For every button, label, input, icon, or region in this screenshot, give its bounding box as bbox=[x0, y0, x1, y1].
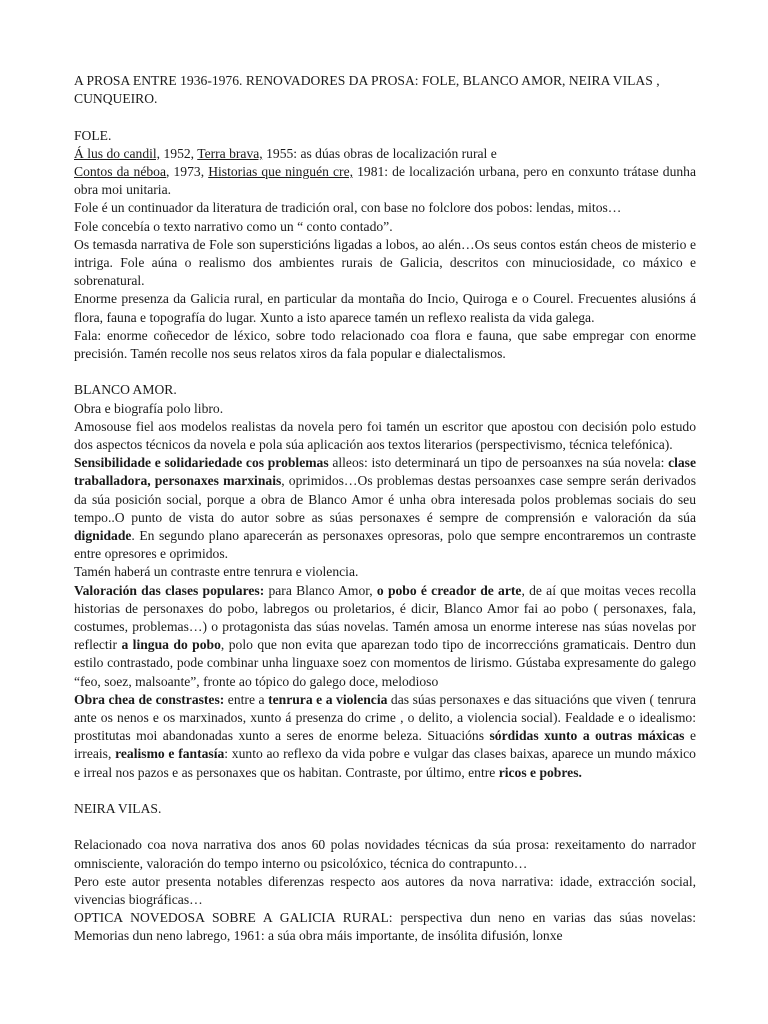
fole-works-rural: Á lus do candil, 1952, Terra brava, 1955: as dúas obras de localización rural e bbox=[74, 145, 497, 161]
bold-phrase: sórdidas xunto a outras máxicas bbox=[489, 728, 685, 744]
bold-phrase: Sensibilidade e solidariedade cos problemas bbox=[74, 455, 329, 471]
bold-phrase: tenrura e a violencia bbox=[268, 691, 388, 707]
bold-phrase: Valoración das clases populares: bbox=[74, 582, 265, 598]
section-heading-blanco-amor: BLANCO AMOR. bbox=[74, 382, 177, 398]
paragraph: Pero este autor presenta notables diferenzas respecto aos autores da nova narrativa: idade, extracción social, vivencias biográficas… bbox=[74, 873, 696, 908]
paragraph: Obra e biografía polo libro. bbox=[74, 400, 224, 416]
section-heading-fole: FOLE. bbox=[74, 127, 112, 143]
paragraph: Os temasda narrativa de Fole son supersticións ligadas a lobos, ao alén…Os seus contos están cheos de misterio e intriga. Fole aúna o realismo dos ambientes rurais de Galicia, descritos con minuciosidade, co máxico e sobrenatural. bbox=[74, 236, 696, 289]
paragraph: Enorme presenza da Galicia rural, en particular da montaña do Incio, Quiroga e o Courel. Frecuentes alusións á flora, fauna e topografía do lugar. Xunto a isto aparece tamén un reflexo realista da vida galega. bbox=[74, 291, 696, 325]
book-title: Terra brava, bbox=[197, 145, 263, 161]
book-title: Á lus do candil, bbox=[74, 145, 161, 161]
section-heading-neira-vilas: NEIRA VILAS. bbox=[74, 801, 162, 817]
bold-phrase: o pobo é creador de arte bbox=[376, 582, 522, 598]
bold-phrase: clase traballadora, personaxes marxinais bbox=[74, 455, 696, 489]
paragraph: Fole é un continuador da literatura de tradición oral, con base no folclore dos pobos: lendas, mitos… bbox=[74, 200, 622, 216]
bold-phrase: a lingua do pobo bbox=[121, 637, 221, 653]
spacer bbox=[74, 363, 696, 381]
book-title: Contos da néboa bbox=[74, 164, 167, 179]
spacer bbox=[74, 108, 696, 126]
book-title: Historias que ninguén cre, bbox=[208, 164, 353, 179]
paragraph: Fala: enorme coñecedor de léxico, sobre todo relacionado coa flora e fauna, que sabe empregar con enorme precisión. Tamén recolle nos seus relatos xiros da fala popular e dialectalismos. bbox=[74, 327, 696, 362]
paragraph: Sensibilidade e solidariedade cos problemas alleos: isto determinará un tipo de persoanxes na súa novela: clase traballadora, personaxes marxinais, oprimidos…Os problemas destas persoanxes case sempre serán derivados da súa posición social, porque a obra de Blanco Amor é unha obra interesada polos problemas sociais do seu tempo..O punto de vista do autor sobre as súas personaxes é sempre de comprensión e valoración da súa dignidade. En segundo plano aparecerán as personaxes opresoras, polo que sempre encontraremos un contraste entre opresores e oprimidos. bbox=[74, 455, 696, 562]
paragraph: Relacionado coa nova narrativa dos anos 60 polas novidades técnicas da súa prosa: rexeitamento do narrador omnisciente, valoración do tempo interno ou psicolóxico, técnica do contrapunto… bbox=[74, 837, 696, 871]
spacer bbox=[74, 782, 696, 800]
bold-phrase: Obra chea de constrastes: bbox=[74, 691, 225, 707]
paragraph: Valoración das clases populares: para Blanco Amor, o pobo é creador de arte, de aí que moitas veces recolla historias de personaxes do pobo, labregos ou proletarios, é dicir, Blanco Amor fai ao pobo ( personaxes, fala, costumes, problemas…) o protagonista das súas novelas. Tamén amosa un enorme interese nas súas novelas por reflectir a lingua do pobo, polo que non evita que aparezan todo tipo de incorreccións gramaticais. Dentro dun estilo contrastado, pode combinar unha linguaxe soez con momentos de lirismo. Gústaba expresamente do galego “feo, soez, malsoante”, fronte ao tópico do galego doce, melodioso bbox=[74, 582, 696, 689]
paragraph: OPTICA NOVEDOSA SOBRE A GALICIA RURAL: perspectiva dun neno en varias das súas novelas: Memorias dun neno labrego, 1961: a súa obra máis importante, de insólita difusión, lonxe bbox=[74, 910, 696, 944]
document-title: A PROSA ENTRE 1936-1976. RENOVADORES DA PROSA: FOLE, BLANCO AMOR, NEIRA VILAS , CUNQUEIRO. bbox=[74, 73, 660, 107]
paragraph: Amosouse fiel aos modelos realistas da novela pero foi tamén un escritor que apostou con decisión polo estudo dos aspectos técnicos da novela e pola súa aplicación aos textos literarios (perspectivismo, técnica telefónica). bbox=[74, 418, 696, 453]
fole-works-urban: Contos da néboa, 1973, Historias que ninguén cre, 1981: de localización urbana, pero en conxunto trátase dunha obra moi unitaria. bbox=[74, 164, 696, 198]
paragraph: Fole concebía o texto narrativo como un “ conto contado”. bbox=[74, 218, 393, 234]
document-body bbox=[74, 72, 696, 946]
bold-phrase: dignidade bbox=[74, 528, 132, 544]
bold-phrase: realismo e fantasía bbox=[115, 746, 225, 762]
bold-phrase: ricos e pobres. bbox=[498, 764, 582, 780]
paragraph: Obra chea de constrastes: entre a tenrura e a violencia das súas personaxes e das situacións que viven ( tenrura ante os nenos e os marxinados, xunto á presenza do crime , o delito, a violencia social). Fealdade e o idealismo: prostitutas moi abandonadas xunto a seres de enorme beleza. Situacións sórdidas xunto a outras máxicas e irreais, realismo e fantasía: xunto ao reflexo da vida pobre e vulgar das clases baixas, aparece un mundo máxico e irreal nos pazos e as personaxes que os habitan. Contraste, por último, entre ricos e pobres. bbox=[74, 691, 697, 780]
paragraph: Tamén haberá un contraste entre tenrura e violencia. bbox=[74, 564, 359, 580]
spacer bbox=[74, 818, 696, 836]
